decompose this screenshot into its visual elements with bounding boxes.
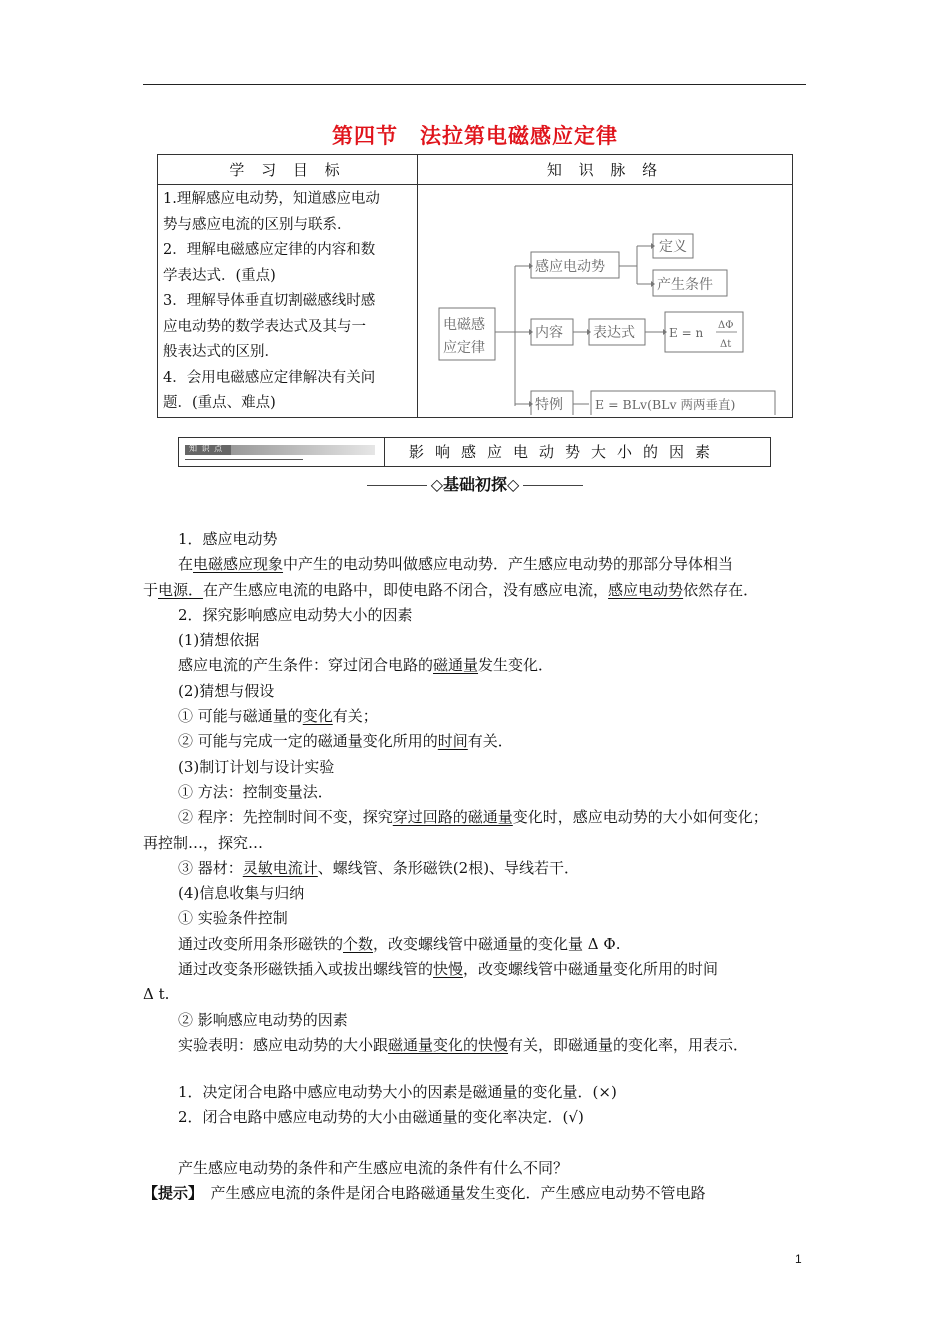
goal-line: 般表达式的区别． [163, 344, 279, 360]
knowledge-map-cell [418, 185, 793, 418]
hint-label: 【提示】 [143, 1184, 196, 1203]
condition-label: 产生条件 [657, 277, 713, 293]
paragraph-line: 在电磁感应现象中产生的电动势叫做感应电动势．产生感应电动势的那部分导体相当 [178, 555, 734, 574]
expression-label: 表达式 [593, 325, 635, 341]
knowledge-point-tag [185, 445, 375, 455]
subheading: (3)制订计划与设计实验 [178, 757, 335, 776]
paragraph-line: ② 可能与完成一定的磁通量变化所用的时间有关． [178, 732, 513, 751]
goal-line: 势与感应电流的区别与联系． [163, 216, 352, 233]
definition-label: 定义 [659, 239, 687, 255]
paragraph-line: 实验表明：感应电动势的大小跟磁通量变化的快慢有关，即磁通量的变化率，用表示． [178, 1035, 749, 1054]
banner-title: 影响感应电动势大小的因素 [409, 443, 722, 461]
paragraph-line: ① 可能与磁通量的变化有关； [178, 707, 378, 726]
paragraph-line: ② 程序：先控制时间不变，探究穿过回路的磁通量变化时，感应电动势的大小如何变化； [178, 808, 768, 827]
paragraph-line: 通过改变条形磁铁插入或拔出螺线管的快慢，改变螺线管中磁通量变化所用的时间 [178, 960, 719, 979]
paragraph-line: ① 实验条件控制 [178, 909, 288, 928]
content-label: 内容 [535, 325, 563, 341]
section-heading [0, 472, 950, 495]
goal-line: 题．(重点、难点) [163, 395, 276, 411]
root-label-2: 应定律 [443, 340, 485, 356]
knowledge-point-banner [178, 437, 771, 467]
special-label: 特例 [535, 397, 563, 413]
paragraph-line: Δ t. [143, 985, 170, 1004]
heading-1: 1．感应电动势 [178, 530, 278, 548]
emf-label: 感应电动势 [535, 259, 605, 275]
paragraph-line: 感应电流的产生条件：穿过闭合电路的磁通量发生变化． [178, 656, 554, 675]
paragraph-line: ③ 器材：灵敏电流计、螺线管、条形磁铁(2根)、导线若干． [178, 858, 580, 877]
page-number: 1 [795, 1252, 802, 1266]
header-rule [143, 84, 806, 85]
subheading: (1)猜想依据 [178, 631, 260, 650]
goal-line: 3．理解导体垂直切割磁感线时感 [163, 293, 376, 309]
heading-2: 2．探究影响感应电动势大小的因素 [178, 605, 413, 624]
subheading: (4)信息收集与归纳 [178, 884, 305, 903]
subheading: (2)猜想与假设 [178, 681, 275, 700]
section-title: ◇基础初探◇ [430, 475, 520, 494]
concept-map-svg [419, 186, 791, 415]
knowledge-map-diagram [419, 186, 791, 415]
thinking-section [143, 1156, 809, 1207]
judgement-item: 2．闭合电路中感应电动势的大小由磁通量的变化率决定．(√) [178, 1108, 584, 1127]
goal-line: 学表达式．(重点) [163, 267, 276, 284]
header-learning-goals: 学 习 目 标 [158, 155, 418, 185]
goal-line: 2．理解电磁感应定律的内容和数 [163, 242, 376, 258]
paragraph-line: ① 方法：控制变量法． [178, 782, 333, 801]
goal-line: 4．会用电磁感应定律解决有关问 [163, 369, 376, 386]
paragraph-line: 再控制…，探究… [143, 833, 264, 852]
paragraph-line: 于电源．在产生感应电流的电路中，即使电路不闭合，没有感应电流，感应电动势依然存在． [143, 580, 759, 599]
formula-denominator: Δt [720, 339, 732, 350]
goal-line: 应电动势的数学表达式及其与一 [163, 318, 366, 335]
objectives-table [157, 154, 793, 418]
true-false-section [143, 1080, 809, 1131]
formula-lhs: E = n [669, 326, 704, 340]
goals-cell [158, 185, 418, 418]
goal-line: 1.理解感应电动势，知道感应电动 [163, 191, 380, 207]
hint-text: 产生感应电流的条件是闭合电路磁通量发生变化．产生感应电动势不管电路 [195, 1184, 706, 1203]
tag-label: 知 识 点 [189, 444, 224, 453]
title-text: 法拉第电磁感应定律 [420, 123, 618, 148]
main-content [143, 527, 809, 1058]
title-section-number: 第四节 [332, 123, 398, 148]
paragraph-line: ② 影响感应电动势的因素 [178, 1010, 348, 1029]
special-formula: E = BLv(BLv 两两垂直) [595, 397, 736, 412]
thinking-question: 产生感应电动势的条件和产生感应电流的条件有什么不同？ [178, 1159, 569, 1177]
judgement-item: 1．决定闭合电路中感应电动势大小的因素是磁通量的变化量．(×) [178, 1083, 617, 1101]
root-label-1: 电磁感 [443, 317, 485, 333]
header-knowledge-map: 知 识 脉 络 [418, 155, 793, 185]
paragraph-line: 通过改变所用条形磁铁的个数，改变螺线管中磁通量的变化量 Δ Φ. [178, 934, 621, 953]
page-title [0, 120, 950, 150]
formula-numerator: ΔΦ [718, 320, 734, 331]
hint-line [143, 1181, 809, 1206]
